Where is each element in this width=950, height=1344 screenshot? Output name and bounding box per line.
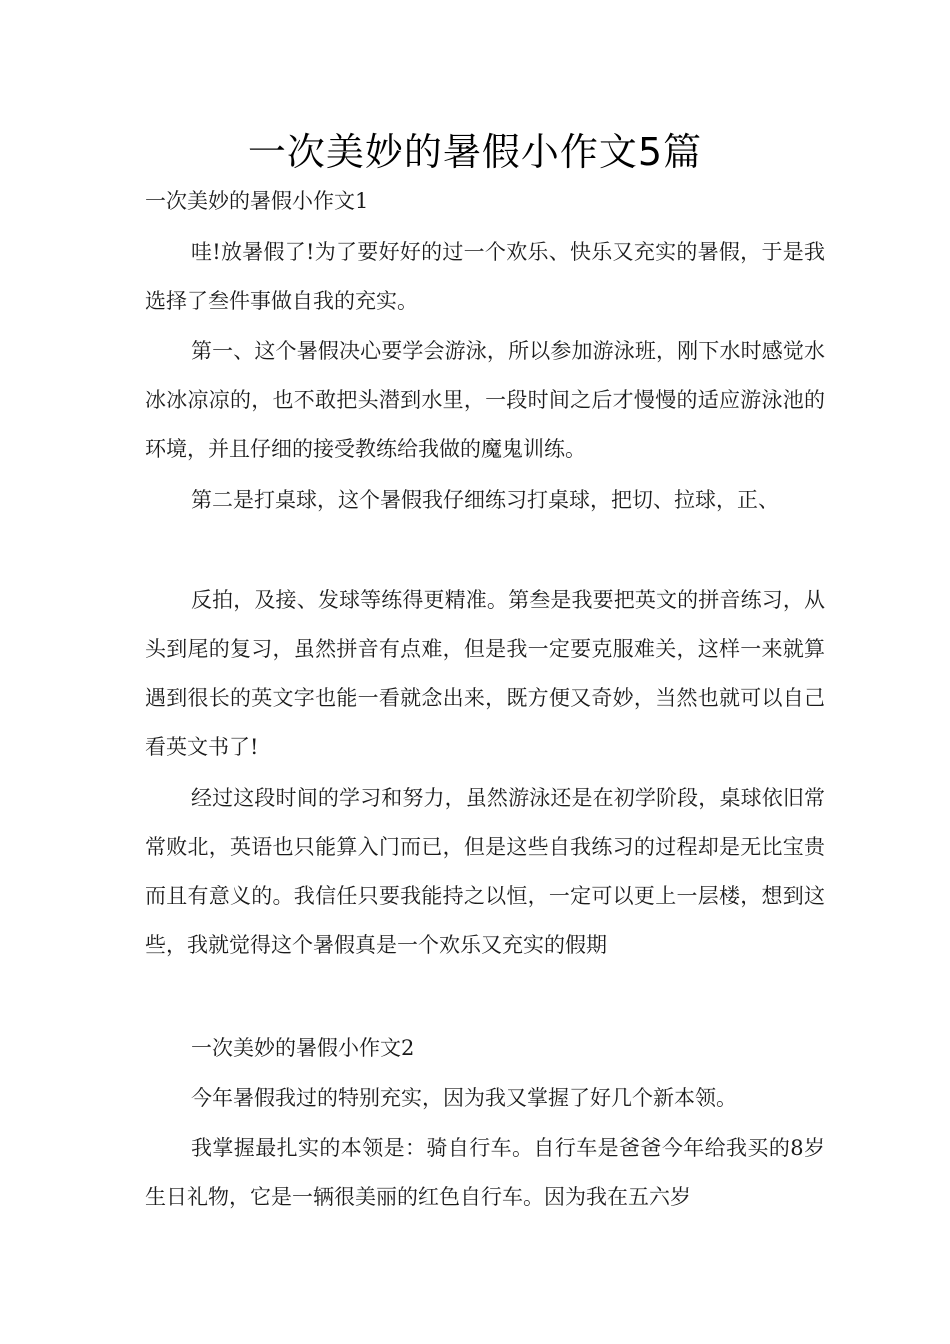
paragraph-7: 我掌握最扎实的本领是：骑自行车。自行车是爸爸今年给我买的8岁生日礼物，它是一辆很美丽的红色自行车。因为我在五六岁	[145, 1136, 825, 1209]
paragraph-4: 反拍，及接、发球等练得更精准。第叁是我要把英文的拼音练习，从头到尾的复习，虽然拼音有点难，但是我一定要克服难关，这样一来就算遇到很长的英文字也能一看就念出来，既方便又奇妙，当然也就可以自己看英文书了!	[145, 588, 825, 759]
paragraph-3: 第二是打桌球，这个暑假我仔细练习打桌球，把切、拉球，正、	[191, 488, 779, 512]
section-heading-1: 一次美妙的暑假小作文1	[145, 189, 369, 213]
paragraph-2: 第一、这个暑假决心要学会游泳，所以参加游泳班，刚下水时感觉水冰冰凉凉的，也不敢把头潜到水里，一段时间之后才慢慢的适应游泳池的环境，并且仔细的接受教练给我做的魔鬼训练。	[145, 339, 825, 461]
paragraph-1: 哇!放暑假了!为了要好好的过一个欢乐、快乐又充实的暑假，于是我选择了叁件事做自我的充实。	[145, 240, 825, 313]
paragraph-5: 经过这段时间的学习和努力，虽然游泳还是在初学阶段，桌球依旧常常败北，英语也只能算入门而已，但是这些自我练习的过程却是无比宝贵而且有意义的。我信任只要我能持之以恒，一定可以更上一层楼，想到这些，我就觉得这个暑假真是一个欢乐又充实的假期	[145, 786, 825, 957]
section-heading-2: 一次美妙的暑假小作文2	[191, 1036, 415, 1060]
paragraph-6: 今年暑假我过的特别充实，因为我又掌握了好几个新本领。	[191, 1086, 737, 1110]
document-title: 一次美妙的暑假小作文5篇	[247, 130, 703, 174]
